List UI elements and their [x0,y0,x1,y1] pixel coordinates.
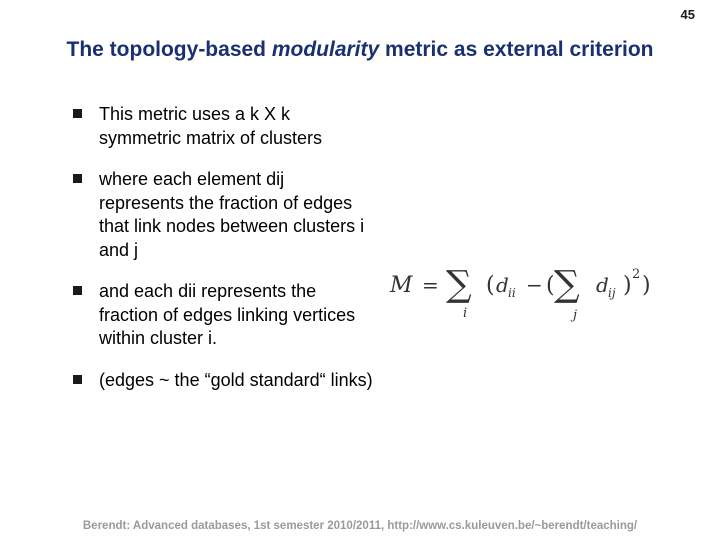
bullet-item-3 [73,280,373,351]
formula-close-paren: ) [642,273,651,298]
bullet-text: This metric uses a k X k symmetric matrix of clusters [99,104,323,148]
bullet-list [73,103,373,410]
slide-title [0,38,720,62]
formula-sub-ii: ii [508,286,516,300]
square-bullet-icon [73,286,82,295]
bullet-text: where each element dij represents the fraction of edges that link nodes between clusters i and j [99,169,365,260]
formula-index-j: j [573,308,578,322]
formula-sum-inner: ∑ [554,264,580,305]
formula-minus: − [526,273,543,297]
formula-graphic [388,262,668,322]
formula-sub-ij: ij [608,286,616,300]
square-bullet-icon [73,109,82,118]
formula-inner-open-paren: ( [546,273,555,298]
page-number: 45 [680,7,695,22]
bullet-item-2 [73,168,373,262]
title-part-2: metric as external criterion [379,38,654,61]
bullet-item-4 [73,369,373,393]
formula-term-dij: d [596,273,609,297]
formula-lhs: M [390,273,413,298]
square-bullet-icon [73,375,82,384]
bullet-text: (edges ~ the “gold standard“ links) [99,369,373,390]
footer-text: Berendt: Advanced databases, 1st semester 2010/2011, http://www.cs.kuleuven.be/~berendt/teaching/ [82,520,638,532]
formula-open-paren: ( [486,273,495,298]
bullet-text: and each dii represents the fraction of edges linking vertices within cluster i. [99,281,356,348]
formula-sum-outer: ∑ [446,264,472,305]
title-part-1: The topology-based [66,38,272,61]
formula-term-d: d [496,273,509,297]
formula-inner-close-paren: ) [623,273,632,298]
title-emphasis: modularity [271,38,380,61]
formula-exponent: 2 [632,267,641,282]
formula-equals: = [422,273,439,297]
bullet-item-1 [73,103,373,150]
formula-index-i: i [463,306,468,321]
square-bullet-icon [73,174,82,183]
modularity-formula [388,262,668,322]
